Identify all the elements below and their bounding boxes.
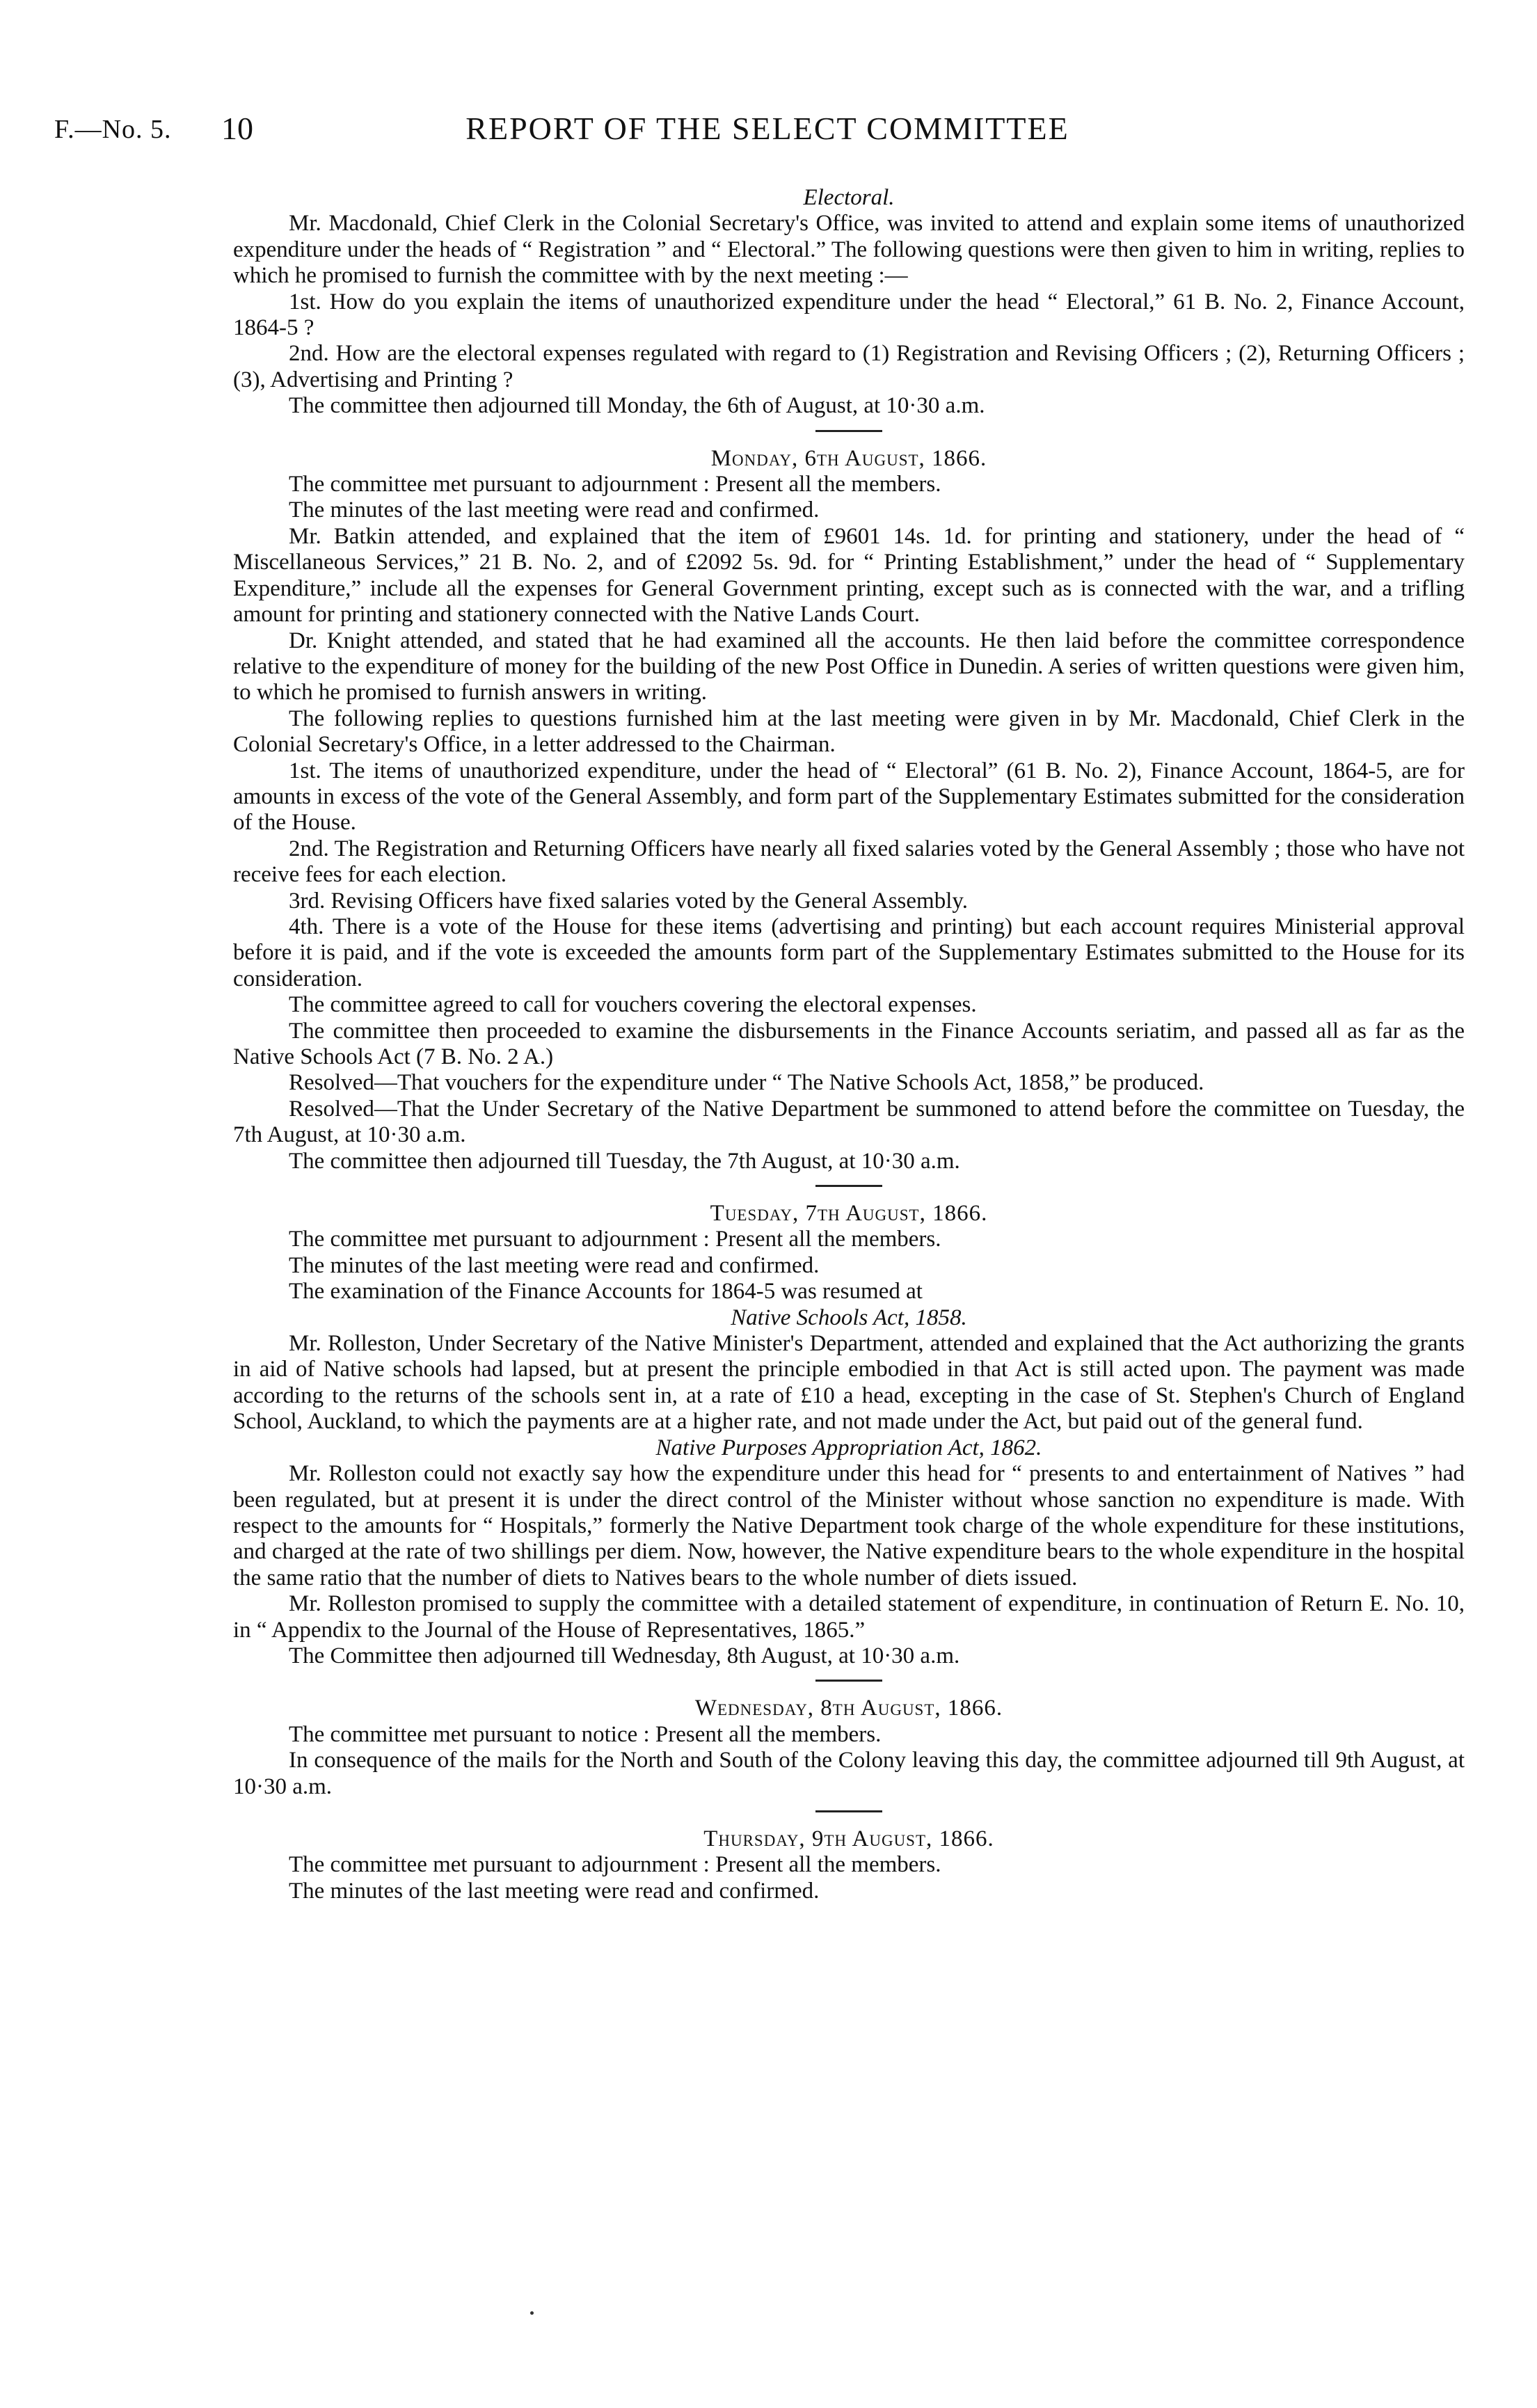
paragraph: Mr. Rolleston, Under Secretary of the Native Minister's Department, attended and explained that the Act authorizing the grants in aid of Native schools had lapsed, but at present the principle embodied in that Act is still acted upon. The payment was made according to the returns of the schools sent in, at a rate of £10 a head, excepting in the case of St. Stephen's Church of England School, Auckland, to which the payments are at a higher rate, and not made under the Act, but paid out of the general fund. bbox=[233, 1331, 1465, 1435]
paper-reference: F.—No. 5. bbox=[54, 115, 172, 144]
paragraph: Mr. Batkin attended, and explained that the item of £9601 14s. 1d. for printing and stationery, under the head of “ Miscellaneous Services,” 21 B. No. 2, and of £2092 5s. 9d. for “ Printing Establishment,” under the head of “ Supplementary Expenditure,” include all the expenses for General Government printing, except such as is connected with the war, and a trifling amount for printing and stationery connected with the Native Lands Court. bbox=[233, 523, 1465, 628]
meeting-date: Monday, 6th August, 1866. bbox=[710, 445, 987, 471]
meeting-date: Tuesday, 7th August, 1866. bbox=[710, 1201, 988, 1227]
section-divider bbox=[815, 1810, 882, 1812]
paragraph: In consequence of the mails for the North and South of the Colony leaving this day, the committee adjourned till 9th August, at 10·30 a.m. bbox=[233, 1748, 1465, 1799]
paragraph: 2nd. The Registration and Returning Officers have nearly all fixed salaries voted by the General Assembly ; those who have not receive fees for each election. bbox=[233, 836, 1465, 888]
paragraph: Resolved—That the Under Secretary of the Native Department be summoned to attend before the committee on Tuesday, the 7th August, at 10·30 a.m. bbox=[233, 1096, 1465, 1148]
meeting-date: Wednesday, 8th August, 1866. bbox=[694, 1696, 1003, 1721]
report-title: REPORT OF THE SELECT COMMITTEE bbox=[465, 111, 1069, 146]
paragraph: The committee then adjourned till Tuesday, the 7th August, at 10·30 a.m. bbox=[289, 1148, 960, 1174]
section-heading: Native Purposes Appropriation Act, 1862. bbox=[655, 1435, 1042, 1460]
section-divider bbox=[815, 1680, 882, 1682]
paragraph: 2nd. How are the electoral expenses regulated with regard to (1) Registration and Revising Officers ; (2), Returning Officers ; (3), Advertising and Printing ? bbox=[233, 341, 1465, 392]
paragraph: Mr. Rolleston promised to supply the committee with a detailed statement of expenditure, in continuation of Return E. No. 10, in “ Appendix to the Journal of the House of Representatives, 1865.” bbox=[233, 1591, 1465, 1643]
paragraph: 4th. There is a vote of the House for these items (advertising and printing) but each account requires Ministerial approval before it is paid, and if the vote is exceeded the amounts form part of the Supplementary Estimates submitted to the House for its consideration. bbox=[233, 914, 1465, 991]
paragraph: The committee met pursuant to adjournment : Present all the members. bbox=[289, 472, 941, 497]
paragraph: The committee agreed to call for vouchers covering the electoral expenses. bbox=[289, 992, 977, 1018]
paragraph: The minutes of the last meeting were read and confirmed. bbox=[289, 497, 820, 523]
section-heading: Native Schools Act, 1858. bbox=[731, 1305, 967, 1330]
paragraph: The committee met pursuant to adjournment : Present all the members. bbox=[289, 1852, 941, 1878]
paragraph: 3rd. Revising Officers have fixed salaries voted by the General Assembly. bbox=[289, 888, 968, 914]
page-number: 10 bbox=[221, 111, 253, 146]
paragraph: 1st. How do you explain the items of unauthorized expenditure under the head “ Electoral,” 61 B. No. 2, Finance Account, 1864-5 ? bbox=[233, 289, 1465, 341]
paragraph: The committee met pursuant to adjournment : Present all the members. bbox=[289, 1227, 941, 1252]
paragraph: The committee then proceeded to examine the disbursements in the Finance Accounts seriatim, and passed all as far as the Native Schools Act (7 B. No. 2 A.) bbox=[233, 1018, 1465, 1069]
section-divider bbox=[815, 1185, 882, 1187]
paragraph: The minutes of the last meeting were read and confirmed. bbox=[289, 1252, 820, 1278]
paragraph: Mr. Rolleston could not exactly say how the expenditure under this head for “ presents to and entertainment of Natives ” had been regulated, but at present it is under the direct control of the Minister without whose sanction no expenditure is made. With respect to the amounts for “ Hospitals,” formerly the Native Department took charge of the whole expenditure for these institutions, and charged at the rate of two shillings per diem. Now, however, the Native expenditure bears to the whole expenditure in the hospital the same ratio that the number of diets to Natives bears to the whole number of diets issued. bbox=[233, 1461, 1465, 1590]
section-heading: Electoral. bbox=[803, 185, 895, 210]
paragraph: The examination of the Finance Accounts for 1864-5 was resumed at bbox=[289, 1279, 923, 1305]
paragraph: The minutes of the last meeting were read and confirmed. bbox=[289, 1878, 820, 1904]
paragraph: Dr. Knight attended, and stated that he had examined all the accounts. He then laid before the committee correspondence relative to the expenditure of money for the building of the new Post Office in Dunedin. A series of written questions were given him, to which he promised to furnish answers in writing. bbox=[233, 628, 1465, 705]
paragraph: Mr. Macdonald, Chief Clerk in the Colonial Secretary's Office, was invited to attend and explain some items of unauthorized expenditure under the heads of “ Registration ” and “ Electoral.” The following questions were then given to him in writing, replies to which he promised to furnish the committee with by the next meeting :— bbox=[233, 211, 1465, 289]
section-divider bbox=[815, 430, 882, 432]
paragraph: Resolved—That vouchers for the expenditure under “ The Native Schools Act, 1858,” be produced. bbox=[289, 1070, 1204, 1096]
paragraph: The committee then adjourned till Monday, the 6th of August, at 10·30 a.m. bbox=[289, 393, 985, 419]
paragraph: The following replies to questions furnished him at the last meeting were given in by Mr. Macdonald, Chief Clerk in the Colonial Secretary's Office, in a letter addressed to the Chairman. bbox=[233, 705, 1465, 758]
page-header bbox=[54, 111, 1481, 156]
paragraph: 1st. The items of unauthorized expenditure, under the head of “ Electoral” (61 B. No. 2), Finance Account, 1864-5, are for amounts in excess of the vote of the General Assembly, and form part of the Supplementary Estimates submitted for the consideration of the House. bbox=[233, 758, 1465, 836]
print-speck bbox=[530, 2311, 534, 2315]
report-body bbox=[233, 185, 1465, 1904]
meeting-date: Thursday, 9th August, 1866. bbox=[703, 1826, 994, 1851]
paragraph: The Committee then adjourned till Wednesday, 8th August, at 10·30 a.m. bbox=[289, 1643, 960, 1668]
paragraph: The committee met pursuant to notice : Present all the members. bbox=[289, 1721, 882, 1747]
